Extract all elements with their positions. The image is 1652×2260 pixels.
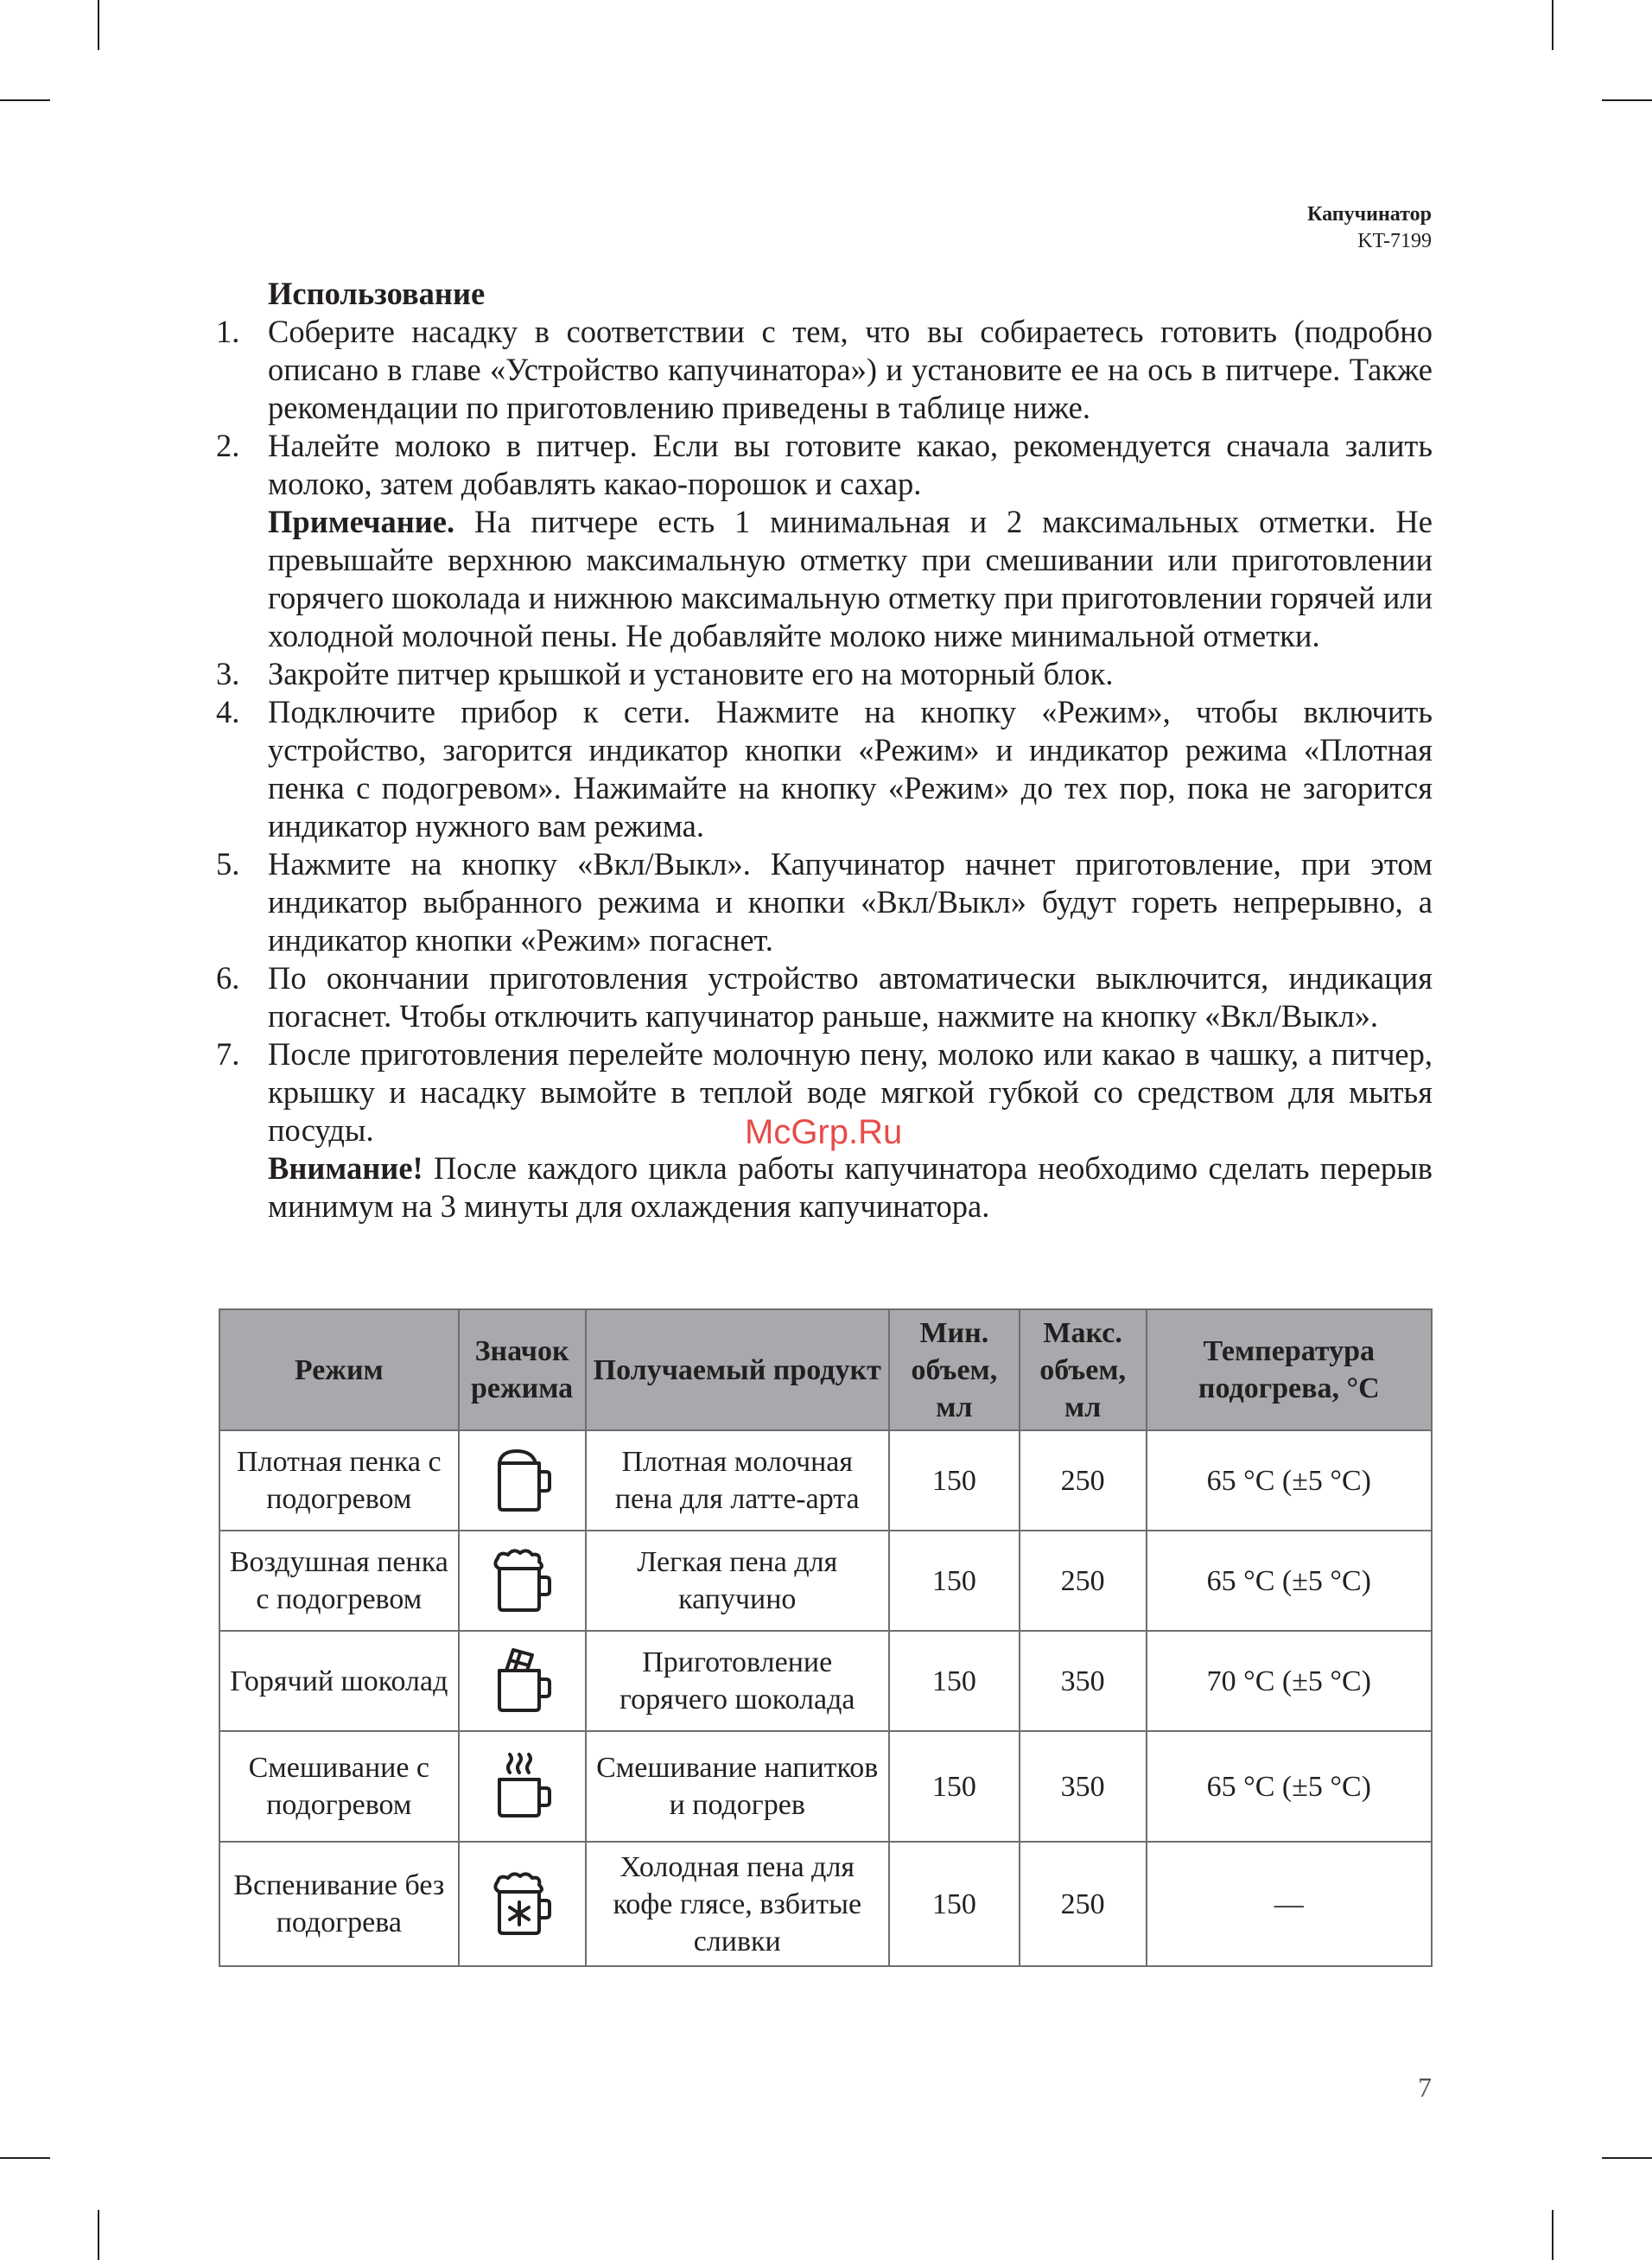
step-number: 4. xyxy=(216,694,240,729)
crop-mark xyxy=(1602,2157,1652,2159)
step-number: 2. xyxy=(216,428,240,463)
mug-cold-foam-icon xyxy=(459,1842,586,1966)
step-text: Налейте молоко в питчер. Если вы готовите какао, рекомендуется сначала залить молоко, затем добавлять какао-порошок и сахар. xyxy=(268,428,1433,501)
column-header: Мин. объем, мл xyxy=(889,1309,1020,1430)
product-cell: Плотная молочная пена для латте-арта xyxy=(586,1430,889,1531)
warning-text: После каждого цикла работы капучинатора необходимо сделать перерыв минимум на 3 минуты для охлаждения капучинатора. xyxy=(268,1150,1433,1224)
step-text: Закройте питчер крышкой и установите его на моторный блок. xyxy=(268,656,1114,691)
product-cell: Смешивание напитков и подогрев xyxy=(586,1731,889,1842)
table-row xyxy=(219,1842,1432,1966)
mode-cell: Вспенивание без подогрева xyxy=(219,1842,459,1966)
mug-chocolate-icon xyxy=(459,1631,586,1731)
warning-label: Внимание! xyxy=(268,1150,423,1186)
crop-mark xyxy=(1602,99,1652,101)
mode-cell: Плотная пенка с подогревом xyxy=(219,1430,459,1531)
crop-mark xyxy=(1552,2210,1554,2260)
product-cell: Приготовление горячего шоколада xyxy=(586,1631,889,1731)
mug-airy-foam-icon xyxy=(459,1531,586,1631)
max-volume-cell: 250 xyxy=(1020,1842,1147,1966)
column-header: Режим xyxy=(219,1309,459,1430)
note-paragraph xyxy=(268,503,1433,655)
step-item xyxy=(216,845,1433,959)
min-volume-cell: 150 xyxy=(889,1842,1020,1966)
crop-mark xyxy=(98,2210,99,2260)
table-row xyxy=(219,1430,1432,1531)
step-item xyxy=(216,655,1433,693)
step-number: 5. xyxy=(216,846,240,882)
step-item xyxy=(216,427,1433,503)
step-number: 1. xyxy=(216,314,240,349)
page-header xyxy=(1307,201,1432,254)
column-header: Значок режима xyxy=(459,1309,586,1430)
max-volume-cell: 350 xyxy=(1020,1731,1147,1842)
crop-mark xyxy=(0,99,50,101)
modes-table xyxy=(219,1308,1433,1967)
step-item xyxy=(216,313,1433,427)
step-number: 3. xyxy=(216,656,240,691)
min-volume-cell: 150 xyxy=(889,1430,1020,1531)
temperature-cell: 65 °С (±5 °С) xyxy=(1147,1531,1432,1631)
mode-cell: Смешивание с подогревом xyxy=(219,1731,459,1842)
crop-mark xyxy=(1552,0,1554,50)
mode-cell: Горячий шоколад xyxy=(219,1631,459,1731)
table-row xyxy=(219,1731,1432,1842)
step-item xyxy=(216,959,1433,1035)
step-text: Нажмите на кнопку «Вкл/Выкл». Капучинатор начнет приготовление, при этом индикатор выбранного режима и кнопки «Вкл/Выкл» будут гореть непрерывно, а индикатор кнопки «Режим» погаснет. xyxy=(268,846,1433,958)
max-volume-cell: 250 xyxy=(1020,1531,1147,1631)
note-text: На питчере есть 1 минимальная и 2 максимальных отметки. Не превышайте верхнюю максимальную отметку при смешивании или приготовлении горячего шоколада и нижнюю максимальную отметку при приготовлении горячей или холодной молочной пены. Не добавляйте молоко ниже минимальной отметки. xyxy=(268,504,1433,653)
table-row xyxy=(219,1531,1432,1631)
warning-paragraph xyxy=(268,1149,1433,1225)
table-row xyxy=(219,1631,1432,1731)
page-number: 7 xyxy=(1418,2072,1432,2103)
crop-mark xyxy=(98,0,99,50)
mug-dense-foam-icon xyxy=(459,1430,586,1531)
header-product: Капучинатор xyxy=(1307,203,1432,226)
temperature-cell: 65 °С (±5 °С) xyxy=(1147,1430,1432,1531)
min-volume-cell: 150 xyxy=(889,1731,1020,1842)
note-label: Примечание. xyxy=(268,504,455,539)
step-text: По окончании приготовления устройство автоматически выключится, индикация погаснет. Чтобы отключить капучинатор раньше, нажмите на кнопку «Вкл/Выкл». xyxy=(268,960,1433,1034)
watermark: McGrp.Ru xyxy=(745,1113,903,1151)
column-header: Температура подогрева, °С xyxy=(1147,1309,1432,1430)
step-number: 7. xyxy=(216,1036,240,1072)
min-volume-cell: 150 xyxy=(889,1531,1020,1631)
product-cell: Легкая пена для капучино xyxy=(586,1531,889,1631)
mode-cell: Воздушная пенка с подогревом xyxy=(219,1531,459,1631)
section-title: Использование xyxy=(268,276,486,311)
column-header: Получаемый продукт xyxy=(586,1309,889,1430)
step-text: После приготовления перелейте молочную пену, молоко или какао в чашку, а питчер, крышку и насадку вымойте в теплой воде мягкой губкой со средством для мытья посуды. xyxy=(268,1036,1433,1148)
header-model: KT-7199 xyxy=(1357,230,1432,252)
temperature-cell: 65 °С (±5 °С) xyxy=(1147,1731,1432,1842)
usage-section xyxy=(216,275,1433,1225)
max-volume-cell: 350 xyxy=(1020,1631,1147,1731)
temperature-cell: 70 °С (±5 °С) xyxy=(1147,1631,1432,1731)
step-text: Подключите прибор к сети. Нажмите на кнопку «Режим», чтобы включить устройство, загорится индикатор кнопки «Режим» и индикатор режима «Плотная пенка с подогревом». Нажимайте на кнопку «Режим» до тех пор, пока не загорится индикатор нужного вам режима. xyxy=(268,694,1433,844)
product-cell: Холодная пена для кофе глясе, взбитые сливки xyxy=(586,1842,889,1966)
column-header: Макс. объем, мл xyxy=(1020,1309,1147,1430)
temperature-cell: — xyxy=(1147,1842,1432,1966)
step-number: 6. xyxy=(216,960,240,996)
max-volume-cell: 250 xyxy=(1020,1430,1147,1531)
step-text: Соберите насадку в соответствии с тем, что вы собираетесь готовить (подробно описано в главе «Устройство капучинатора») и установите ее на ось в питчере. Также рекомендации по приготовлению приведены в таблице ниже. xyxy=(268,314,1433,425)
mug-steam-icon xyxy=(459,1731,586,1842)
table-header-row xyxy=(219,1309,1432,1430)
min-volume-cell: 150 xyxy=(889,1631,1020,1731)
step-item xyxy=(216,693,1433,845)
crop-mark xyxy=(0,2157,50,2159)
